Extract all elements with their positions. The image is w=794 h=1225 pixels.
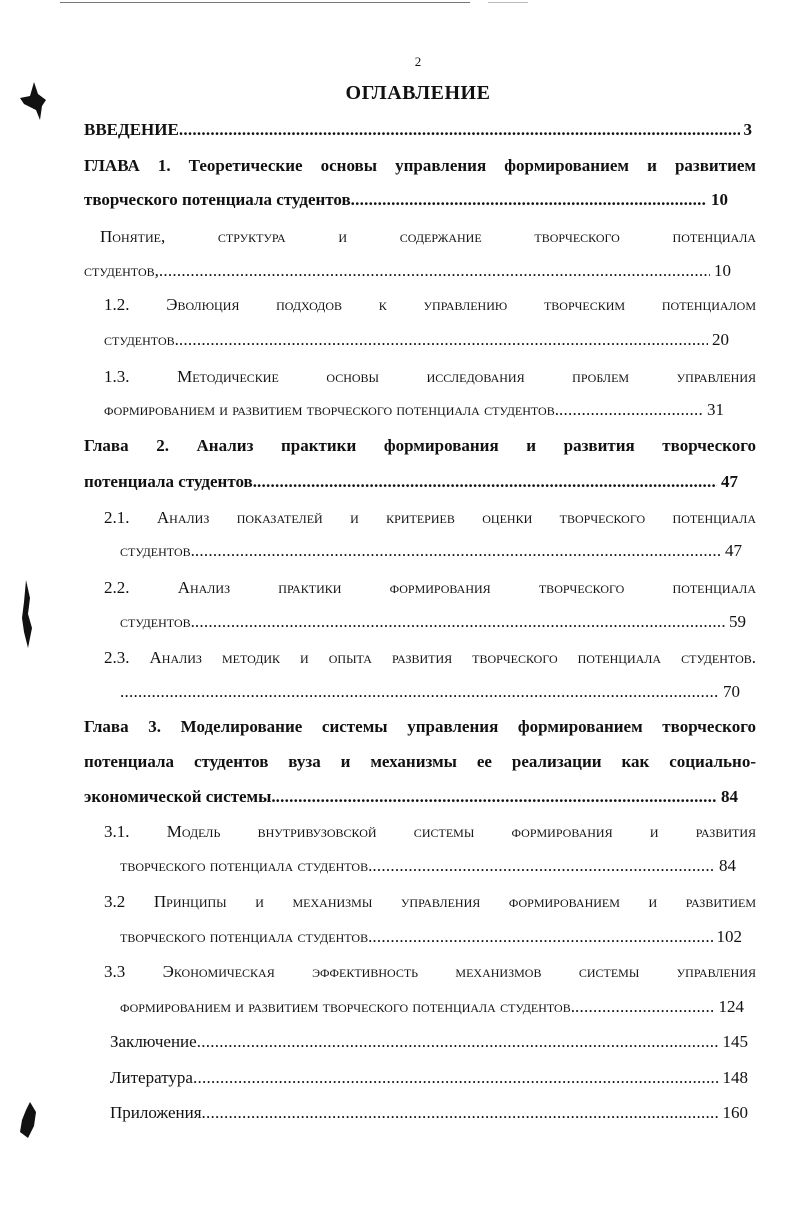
leader-dots (195, 539, 721, 563)
toc-section-3-3-line-2[interactable] (120, 995, 744, 1019)
toc-page-number: 70 (723, 682, 740, 701)
toc-entry-label: ВВЕДЕНИЕ (84, 120, 179, 139)
toc-chapter-1-line-1[interactable]: ГЛАВА 1. Теоретические основы управления формированием и развитием (84, 156, 756, 175)
toc-page-number: 84 (721, 787, 738, 806)
toc-entry-conclusion[interactable] (110, 1030, 748, 1054)
leader-dots (559, 398, 703, 422)
leader-dots (120, 680, 719, 704)
toc-chapter-2-line-2[interactable] (84, 470, 738, 494)
toc-section-1-3-line-1[interactable]: 1.3. Методические основы исследования проблем управления (104, 367, 756, 386)
leader-dots (195, 610, 725, 634)
leader-dots (202, 1101, 719, 1125)
toc-page-number: 145 (722, 1032, 748, 1051)
toc-entry-introduction[interactable] (84, 118, 752, 142)
toc-section-2-1-line-2[interactable] (120, 539, 742, 563)
toc-entry-label: потенциала студентов. (84, 472, 257, 491)
toc-chapter-2-line-1[interactable]: Глава 2. Анализ практики формирования и развития творческого (84, 436, 756, 455)
toc-section-1-1-line-1[interactable]: Понятие, структура и содержание творческого потенциала (100, 227, 756, 246)
toc-section-3-2-line-2[interactable] (120, 925, 742, 949)
toc-page-number: 84 (719, 856, 736, 875)
toc-entry-label: студентов, (84, 261, 159, 280)
toc-entry-label: экономической системы. (84, 787, 276, 806)
toc-page-number: 10 (711, 190, 728, 209)
toc-page-number: 148 (722, 1068, 748, 1087)
toc-section-1-3-line-2[interactable] (104, 398, 724, 422)
toc-entry-references[interactable] (110, 1066, 748, 1090)
toc-page-number: 20 (712, 330, 729, 349)
leader-dots (257, 470, 717, 494)
leader-dots (179, 328, 708, 352)
toc-section-3-1-line-2[interactable] (120, 854, 736, 878)
toc-section-2-3-line-2[interactable] (120, 680, 740, 704)
toc-section-3-1-line-1[interactable]: 3.1. Модель внутривузовской системы формирования и развития (104, 822, 756, 841)
toc-entry-label: творческого потенциала студентов. (120, 856, 373, 875)
toc-section-2-3-line-1[interactable]: 2.3. Анализ методик и опыта развития творческого потенциала студентов. (104, 648, 756, 667)
scan-top-line (60, 2, 470, 3)
toc-page-number: 10 (714, 261, 731, 280)
toc-chapter-1-line-2[interactable] (84, 188, 728, 212)
toc-section-3-3-line-1[interactable]: 3.3 Экономическая эффективность механизмов системы управления (104, 962, 756, 981)
toc-entry-label: студентов. (120, 612, 195, 631)
page-title: ОГЛАВЛЕНИЕ (345, 82, 491, 104)
toc-entry-label: Заключение (110, 1032, 197, 1051)
binding-hole-mark-icon (16, 80, 50, 124)
toc-chapter-3-line-1[interactable]: Глава 3. Моделирование системы управления формированием творческого (84, 717, 756, 736)
toc-entry-label: формированием и развитием творческого потенциала студентов. (120, 997, 575, 1016)
leader-dots (179, 118, 740, 142)
toc-section-1-2-line-1[interactable]: 1.2. Эволюция подходов к управлению творческим потенциалом (104, 295, 756, 314)
toc-page-number: 47 (721, 472, 738, 491)
toc-entry-label: Приложения (110, 1103, 202, 1122)
toc-section-2-2-line-1[interactable]: 2.2. Анализ практики формирования творческого потенциала (104, 578, 756, 597)
leader-dots (193, 1066, 719, 1090)
leader-dots (575, 995, 715, 1019)
scan-top-line-fragment (488, 2, 528, 3)
toc-page-number: 102 (716, 927, 742, 946)
binding-hole-mark-icon (14, 1100, 40, 1140)
leader-dots (372, 925, 712, 949)
toc-entry-label: студентов. (120, 541, 195, 560)
toc-page-number: 160 (722, 1103, 748, 1122)
toc-entry-label: студентов. (104, 330, 179, 349)
toc-section-2-2-line-2[interactable] (120, 610, 746, 634)
toc-entry-label: творческого потенциала студентов (84, 190, 351, 209)
binding-hole-mark-icon (14, 578, 40, 650)
toc-page-number: 3 (743, 120, 752, 139)
toc-page-number: 47 (725, 541, 742, 560)
leader-dots (197, 1030, 719, 1054)
toc-entry-label: творческого потенциала студентов. (120, 927, 373, 946)
page-number: 2 (414, 54, 422, 69)
toc-entry-label: Литература (110, 1068, 193, 1087)
leader-dots (159, 259, 710, 283)
toc-entry-appendices[interactable] (110, 1101, 748, 1125)
toc-chapter-3-line-3[interactable] (84, 785, 738, 809)
toc-section-1-1-line-2[interactable] (84, 259, 731, 283)
leader-dots (276, 785, 717, 809)
toc-page-number: 31 (707, 400, 724, 419)
toc-section-3-2-line-1[interactable]: 3.2 Принципы и механизмы управления формированием и развитием (104, 892, 756, 911)
toc-section-1-2-line-2[interactable] (104, 328, 729, 352)
toc-section-2-1-line-1[interactable]: 2.1. Анализ показателей и критериев оценки творческого потенциала (104, 508, 756, 527)
toc-chapter-3-line-2[interactable]: потенциала студентов вуза и механизмы ее реализации как социально- (84, 752, 756, 771)
toc-page-number: 124 (718, 997, 744, 1016)
toc-page-number: 59 (729, 612, 746, 631)
leader-dots (351, 188, 707, 212)
leader-dots (372, 854, 715, 878)
toc-entry-label: формированием и развитием творческого потенциала студентов. (104, 400, 559, 419)
